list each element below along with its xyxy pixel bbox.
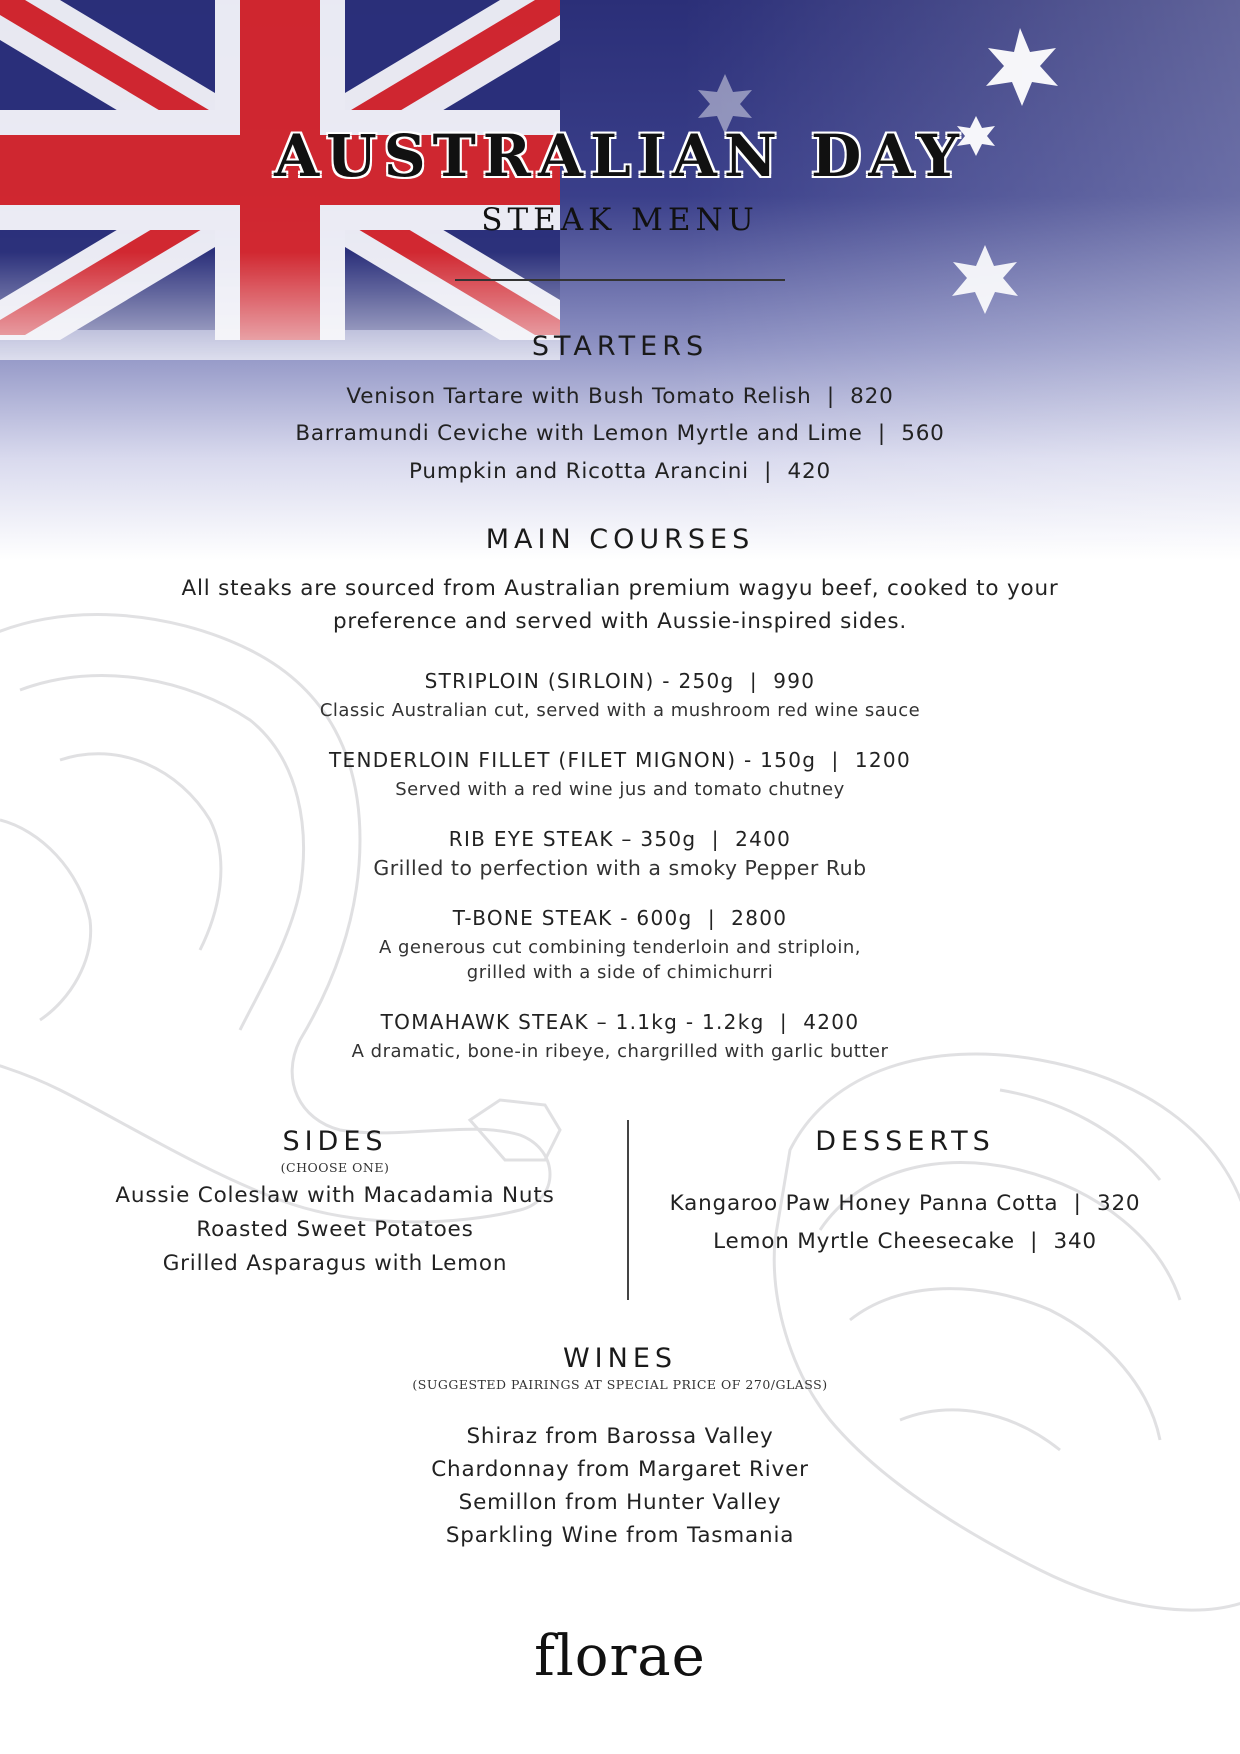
steak-item-description: Classic Australian cut, served with a mushroom red wine sauce [319, 700, 921, 721]
desserts-heading: DESSERTS [815, 1126, 995, 1157]
steak-item-name: TENDERLOIN FILLET (FILET MIGNON) - 150g | 1200 [329, 748, 911, 772]
starters-heading: STARTERS [531, 331, 709, 362]
sides-note: (CHOOSE ONE) [280, 1160, 390, 1175]
steak-item-description: Served with a red wine jus and tomato chutney [395, 779, 845, 800]
steak-item-description: A generous cut combining tenderloin and striploin, [378, 937, 862, 958]
steak-item-name: RIB EYE STEAK – 350g | 2400 [448, 827, 792, 851]
wine-item: Semillon from Hunter Valley [458, 1490, 782, 1515]
florae-logo: florae [534, 1624, 706, 1689]
menu-subtitle: STEAK MENU [481, 202, 759, 238]
wines-note: (SUGGESTED PAIRINGS AT SPECIAL PRICE OF 270/GLASS) [412, 1377, 828, 1392]
side-item: Grilled Asparagus with Lemon [162, 1251, 508, 1276]
side-item: Roasted Sweet Potatoes [196, 1217, 474, 1242]
wines-heading: WINES [562, 1343, 678, 1374]
column-divider [627, 1120, 629, 1300]
title-divider [455, 279, 785, 281]
main-courses-heading: MAIN COURSES [485, 524, 755, 555]
starter-item: Venison Tartare with Bush Tomato Relish | 820 [346, 384, 894, 409]
wine-item: Chardonnay from Margaret River [431, 1457, 809, 1482]
steak-item-name: TOMAHAWK STEAK – 1.1kg - 1.2kg | 4200 [380, 1010, 860, 1034]
dessert-item: Lemon Myrtle Cheesecake | 340 [713, 1229, 1097, 1254]
main-courses-intro-line-1: All steaks are sourced from Australian premium wagyu beef, cooked to your [181, 576, 1059, 601]
steak-item-description: grilled with a side of chimichurri [466, 962, 774, 983]
steak-item-name: T-BONE STEAK - 600g | 2800 [452, 906, 788, 930]
starter-item: Pumpkin and Ricotta Arancini | 420 [409, 459, 831, 484]
steak-item-description: Grilled to perfection with a smoky Pepper Rub [373, 856, 867, 880]
menu-title: AUSTRALIAN DAY [274, 122, 966, 190]
side-item: Aussie Coleslaw with Macadamia Nuts [115, 1183, 555, 1208]
sides-heading: SIDES [282, 1126, 388, 1157]
dessert-item: Kangaroo Paw Honey Panna Cotta | 320 [669, 1191, 1141, 1216]
starter-item: Barramundi Ceviche with Lemon Myrtle and Lime | 560 [295, 421, 945, 446]
wine-item: Sparkling Wine from Tasmania [445, 1523, 795, 1548]
steak-item-name: STRIPLOIN (SIRLOIN) - 250g | 990 [424, 669, 816, 693]
steak-item-description: A dramatic, bone-in ribeye, chargrilled with garlic butter [351, 1041, 889, 1062]
main-courses-intro-line-2: preference and served with Aussie-inspired sides. [332, 609, 908, 634]
wine-item: Shiraz from Barossa Valley [466, 1424, 774, 1449]
